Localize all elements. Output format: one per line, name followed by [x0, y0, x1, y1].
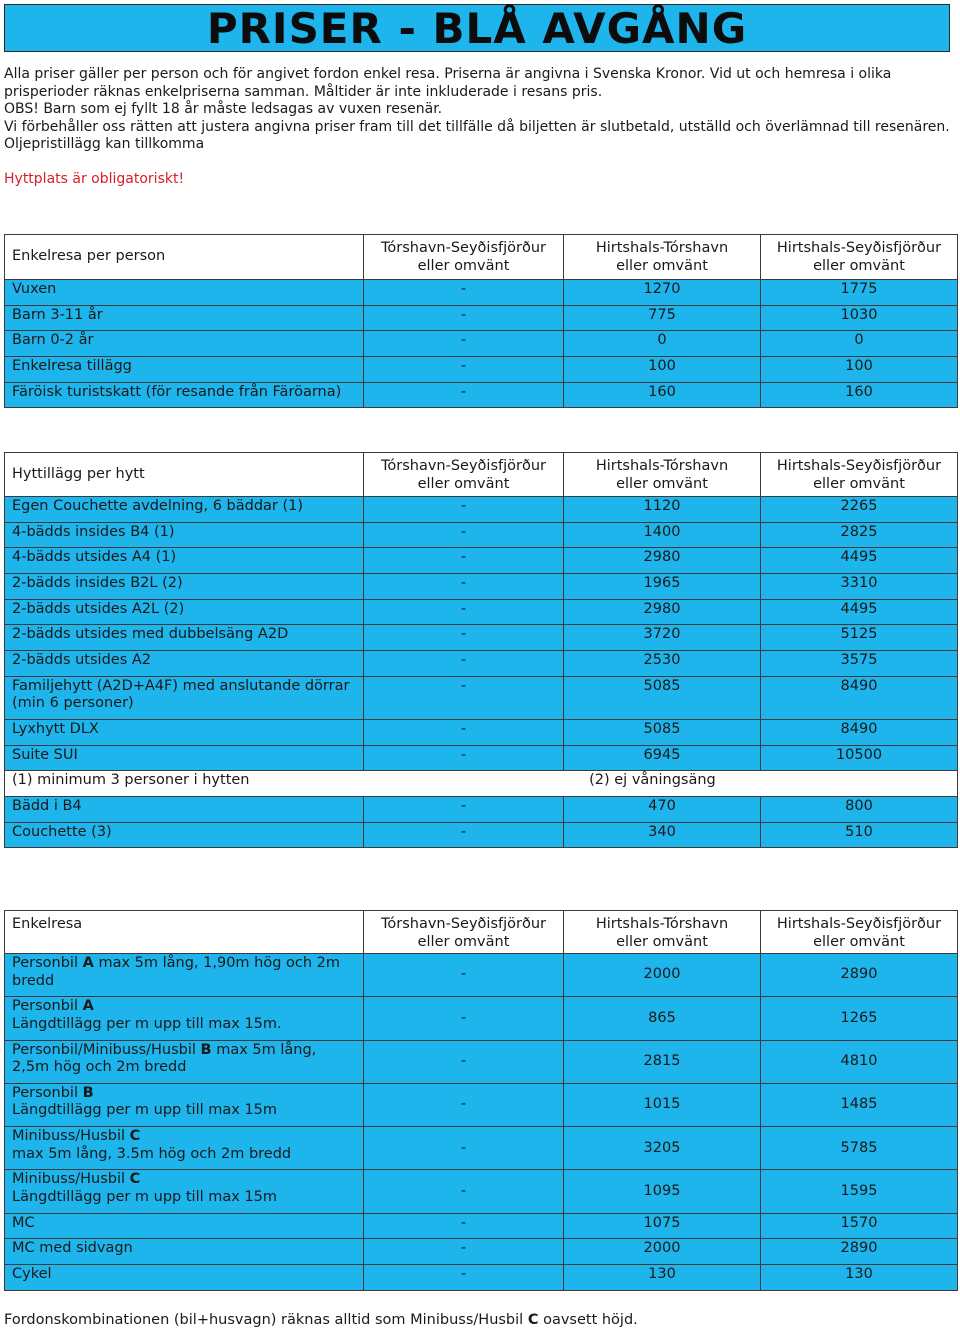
row-label: Barn 0-2 år [5, 331, 364, 357]
price-cell: - [364, 745, 564, 771]
column-header: Hirtshals-Seyðisfjörður eller omvänt [761, 235, 958, 280]
table-row [5, 997, 958, 1040]
intro-line: Alla priser gäller per person och för angivet fordon enkel resa. Priserna är angivna i Svenska Kronor. Vid ut och hemresa i olika prisperioder räknas enkelpriserna samman. Måltider är inte inkluderade i resans pris. [4, 66, 892, 100]
row-label: MC med sidvagn [5, 1239, 364, 1265]
row-label: MC [5, 1213, 364, 1239]
intro-text [4, 66, 950, 188]
row-label: Färöisk turistskatt (för resande från Färöarna) [5, 382, 364, 408]
row-label: Minibuss/Husbil C Längdtillägg per m upp till max 15m [5, 1170, 364, 1213]
column-header: Tórshavn-Seyðisfjörður eller omvänt [364, 235, 564, 280]
price-cell: 4495 [761, 599, 958, 625]
row-label: Enkelresa tillägg [5, 357, 364, 383]
table-row [5, 1170, 958, 1213]
table-cabin-prices [4, 452, 958, 848]
price-cell: - [364, 625, 564, 651]
price-cell: 2000 [564, 954, 761, 997]
price-cell: 4810 [761, 1040, 958, 1083]
page-title: PRISER - BLÅ AVGÅNG [206, 3, 748, 53]
price-cell: 1095 [564, 1170, 761, 1213]
table-row [5, 382, 958, 408]
price-cell: 2980 [564, 548, 761, 574]
row-label: Cykel [5, 1265, 364, 1291]
table-row [5, 522, 958, 548]
price-cell: - [364, 548, 564, 574]
row-label: Egen Couchette avdelning, 6 bäddar (1) [5, 497, 364, 523]
price-cell: 1485 [761, 1083, 958, 1126]
table-row [5, 719, 958, 745]
table-header-row [5, 911, 958, 954]
price-cell: 160 [761, 382, 958, 408]
table-row [5, 497, 958, 523]
row-label: 2-bädds utsides A2L (2) [5, 599, 364, 625]
column-header: Hirtshals-Tórshavn eller omvänt [564, 453, 761, 497]
price-cell: 1400 [564, 522, 761, 548]
table-row [5, 651, 958, 677]
price-cell: - [364, 357, 564, 383]
price-cell: 1030 [761, 305, 958, 331]
row-label: Bädd i B4 [5, 796, 364, 822]
table-row [5, 599, 958, 625]
table-row [5, 357, 958, 383]
row-label: Couchette (3) [5, 822, 364, 848]
price-cell: - [364, 599, 564, 625]
price-cell: 5125 [761, 625, 958, 651]
price-cell: 340 [564, 822, 761, 848]
price-cell: - [364, 1083, 564, 1126]
price-cell: 0 [564, 331, 761, 357]
table-row [5, 574, 958, 600]
row-label: Personbil A max 5m lång, 1,90m hög och 2m bredd [5, 954, 364, 997]
table-header-row [5, 453, 958, 497]
price-cell: - [364, 822, 564, 848]
price-cell: - [364, 676, 564, 719]
row-label: Personbil A Längdtillägg per m upp till max 15m. [5, 997, 364, 1040]
row-label: 2-bädds utsides med dubbelsäng A2D [5, 625, 364, 651]
price-cell: - [364, 954, 564, 997]
table-row [5, 745, 958, 771]
table-row [5, 954, 958, 997]
table-header-row [5, 235, 958, 280]
price-cell: 100 [761, 357, 958, 383]
intro-line: OBS! Barn som ej fyllt 18 år måste ledsagas av vuxen resenär. [4, 101, 443, 117]
column-header: Enkelresa per person [5, 235, 364, 280]
price-cell: 8490 [761, 676, 958, 719]
table-vehicle-prices [4, 910, 958, 1291]
row-label: Barn 3-11 år [5, 305, 364, 331]
price-cell: - [364, 382, 564, 408]
column-header: Hirtshals-Seyðisfjörður eller omvänt [761, 911, 958, 954]
price-cell: 775 [564, 305, 761, 331]
intro-warning: Hyttplats är obligatoriskt! [4, 170, 185, 187]
price-cell: 865 [564, 997, 761, 1040]
row-label: Suite SUI [5, 745, 364, 771]
price-cell: - [364, 522, 564, 548]
table-row [5, 305, 958, 331]
price-cell: - [364, 1239, 564, 1265]
table-row [5, 625, 958, 651]
column-header: Tórshavn-Seyðisfjörður eller omvänt [364, 453, 564, 497]
table-row [5, 676, 958, 719]
price-cell: 130 [564, 1265, 761, 1291]
price-cell: 100 [564, 357, 761, 383]
price-cell: - [364, 1127, 564, 1170]
column-header: Hirtshals-Seyðisfjörður eller omvänt [761, 453, 958, 497]
price-cell: - [364, 1213, 564, 1239]
price-cell: 1270 [564, 280, 761, 306]
price-cell: - [364, 796, 564, 822]
row-label: 4-bädds utsides A4 (1) [5, 548, 364, 574]
footnote: (2) ej våningsäng [589, 772, 716, 789]
intro-line: Oljepristillägg kan tillkomma [4, 136, 205, 152]
table-row [5, 1040, 958, 1083]
table-row [5, 822, 958, 848]
price-cell: 2815 [564, 1040, 761, 1083]
row-label: Minibuss/Husbil C max 5m lång, 3.5m hög och 2m bredd [5, 1127, 364, 1170]
price-cell: 3575 [761, 651, 958, 677]
table-row [5, 331, 958, 357]
row-label: Personbil/Minibuss/Husbil B max 5m lång, 2,5m hög och 2m bredd [5, 1040, 364, 1083]
price-cell: - [364, 1170, 564, 1213]
price-cell: 2825 [761, 522, 958, 548]
footer-note: Fordonskombinationen (bil+husvagn) räknas alltid som Minibuss/Husbil C oavsett höjd. [4, 1312, 638, 1328]
price-cell: 3310 [761, 574, 958, 600]
price-cell: - [364, 1265, 564, 1291]
price-cell: - [364, 305, 564, 331]
row-label: Personbil B Längdtillägg per m upp till max 15m [5, 1083, 364, 1126]
intro-line: Vi förbehåller oss rätten att justera angivna priser fram till det tillfälle då biljetten är slutbetald, utställd och överlämnad till resenären. [4, 118, 950, 135]
row-label: 2-bädds utsides A2 [5, 651, 364, 677]
price-cell: 1965 [564, 574, 761, 600]
price-cell: 4495 [761, 548, 958, 574]
footnote-row [5, 771, 958, 797]
price-cell: 0 [761, 331, 958, 357]
price-cell: 510 [761, 822, 958, 848]
price-cell: 130 [761, 1265, 958, 1291]
column-header: Hirtshals-Tórshavn eller omvänt [564, 911, 761, 954]
column-header: Tórshavn-Seyðisfjörður eller omvänt [364, 911, 564, 954]
price-cell: 1265 [761, 997, 958, 1040]
row-label: Vuxen [5, 280, 364, 306]
column-header: Hirtshals-Tórshavn eller omvänt [564, 235, 761, 280]
price-cell: - [364, 331, 564, 357]
price-cell: - [364, 719, 564, 745]
column-header: Enkelresa [5, 911, 364, 954]
price-cell: 5085 [564, 719, 761, 745]
price-cell: 2265 [761, 497, 958, 523]
price-cell: - [364, 997, 564, 1040]
column-header: Hyttillägg per hytt [5, 453, 364, 497]
table-row [5, 796, 958, 822]
table-row [5, 280, 958, 306]
table-row [5, 1083, 958, 1126]
price-cell: 1775 [761, 280, 958, 306]
price-cell: - [364, 574, 564, 600]
price-cell: - [364, 497, 564, 523]
row-label: Familjehytt (A2D+A4F) med anslutande dörrar (min 6 personer) [5, 676, 364, 719]
price-cell: 3720 [564, 625, 761, 651]
price-cell: 1120 [564, 497, 761, 523]
title-banner [4, 4, 950, 52]
price-cell: 10500 [761, 745, 958, 771]
price-cell: 1570 [761, 1213, 958, 1239]
row-label: Lyxhytt DLX [5, 719, 364, 745]
price-cell: 3205 [564, 1127, 761, 1170]
price-cell: 6945 [564, 745, 761, 771]
price-cell: 1015 [564, 1083, 761, 1126]
price-cell: 800 [761, 796, 958, 822]
price-cell: 1075 [564, 1213, 761, 1239]
table-passenger-prices [4, 234, 958, 408]
price-cell: - [364, 651, 564, 677]
price-cell: 2980 [564, 599, 761, 625]
price-cell: 160 [564, 382, 761, 408]
price-cell: 2890 [761, 954, 958, 997]
price-cell: 8490 [761, 719, 958, 745]
price-cell: 5085 [564, 676, 761, 719]
price-cell: 2000 [564, 1239, 761, 1265]
table-row [5, 1239, 958, 1265]
price-cell: 2890 [761, 1239, 958, 1265]
price-cell: - [364, 280, 564, 306]
row-label: 4-bädds insides B4 (1) [5, 522, 364, 548]
price-cell: 1595 [761, 1170, 958, 1213]
table-row [5, 1265, 958, 1291]
table-row [5, 1213, 958, 1239]
footnote: (1) minimum 3 personer i hytten [12, 772, 250, 789]
price-cell: 5785 [761, 1127, 958, 1170]
table-row [5, 1127, 958, 1170]
price-cell: - [364, 1040, 564, 1083]
table-row [5, 548, 958, 574]
row-label: 2-bädds insides B2L (2) [5, 574, 364, 600]
price-cell: 2530 [564, 651, 761, 677]
price-cell: 470 [564, 796, 761, 822]
